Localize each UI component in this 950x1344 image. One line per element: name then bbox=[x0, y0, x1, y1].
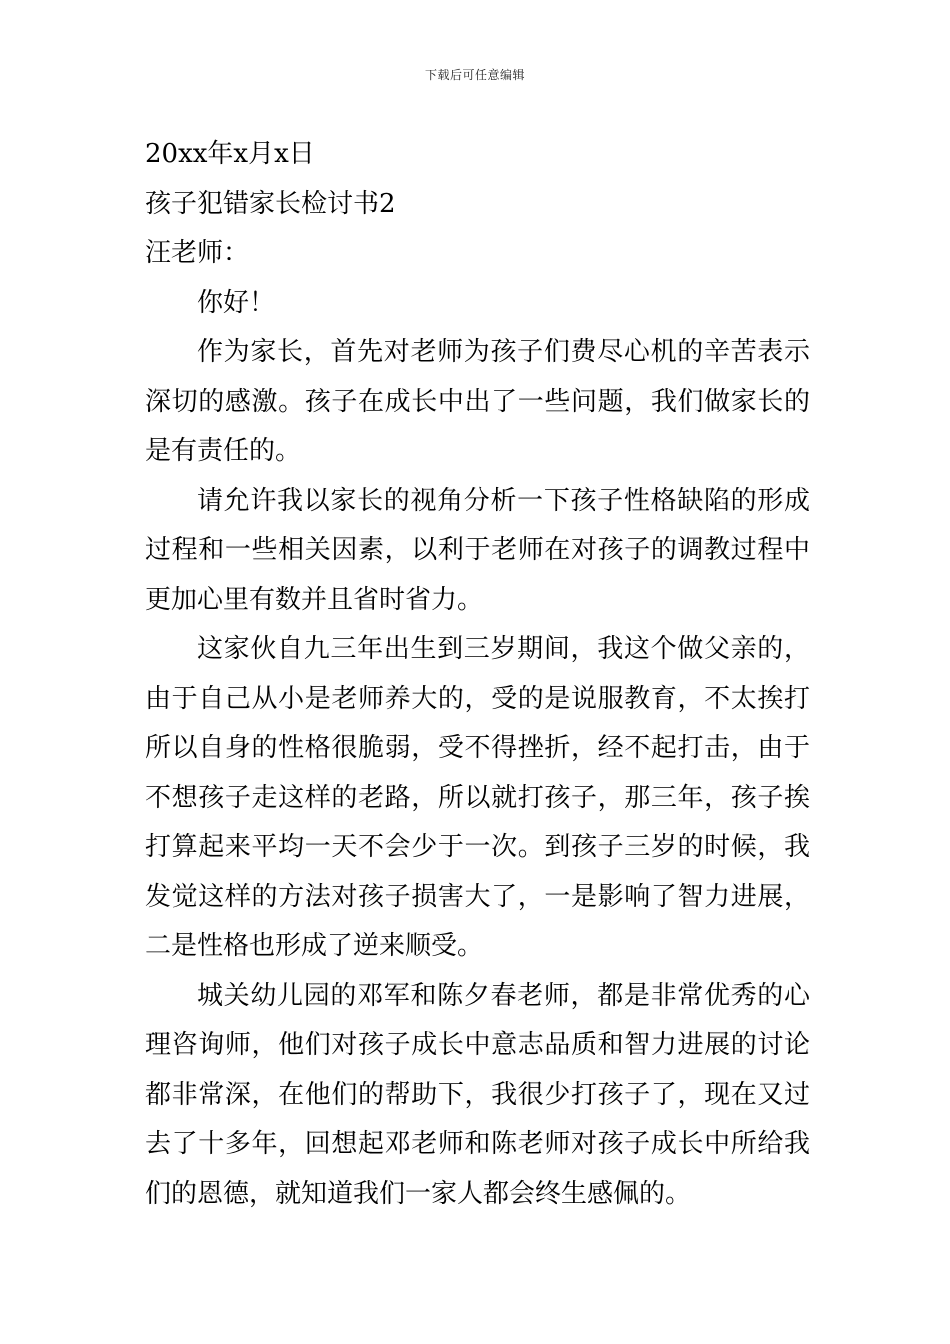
document-salutation: 汪老师： bbox=[145, 238, 250, 268]
document-date: 20xx年x月x日 bbox=[145, 139, 315, 169]
header-note: 下载后可任意编辑 bbox=[424, 68, 525, 82]
paragraph: 城关幼儿园的邓军和陈夕春老师，都是非常优秀的心理咨询师，他们对孩子成长中意志品质和智力进展的讨论都非常深，在他们的帮助下，我很少打孩子了，现在又过去了十多年，回想起邓老师和陈老师对孩子成长中所给我们的恩德，就知道我们一家人都会终生感佩的。 bbox=[145, 980, 810, 1209]
document-title: 孩子犯错家长检讨书2 bbox=[145, 188, 396, 219]
paragraph: 这家伙自九三年出生到三岁期间，我这个做父亲的，由于自己从小是老师养大的，受的是说服教育，不太挨打所以自身的性格很脆弱，受不得挫折，经不起打击，由于不想孩子走这样的老路，所以就打孩子，那三年，孩子挨打算起来平均一天不会少于一次。到孩子三岁的时候，我发觉这样的方法对孩子损害大了，一是影响了智力进展，二是性格也形成了逆来顺受。 bbox=[145, 634, 810, 961]
document-body bbox=[145, 130, 810, 1219]
paragraph: 作为家长，首先对老师为孩子们费尽心机的辛苦表示深切的感激。孩子在成长中出了一些问题，我们做家长的是有责任的。 bbox=[145, 337, 810, 466]
document-greeting: 你好！ bbox=[197, 287, 276, 318]
paragraph: 请允许我以家长的视角分析一下孩子性格缺陷的形成过程和一些相关因素，以利于老师在对孩子的调教过程中更加心里有数并且省时省力。 bbox=[145, 485, 810, 615]
